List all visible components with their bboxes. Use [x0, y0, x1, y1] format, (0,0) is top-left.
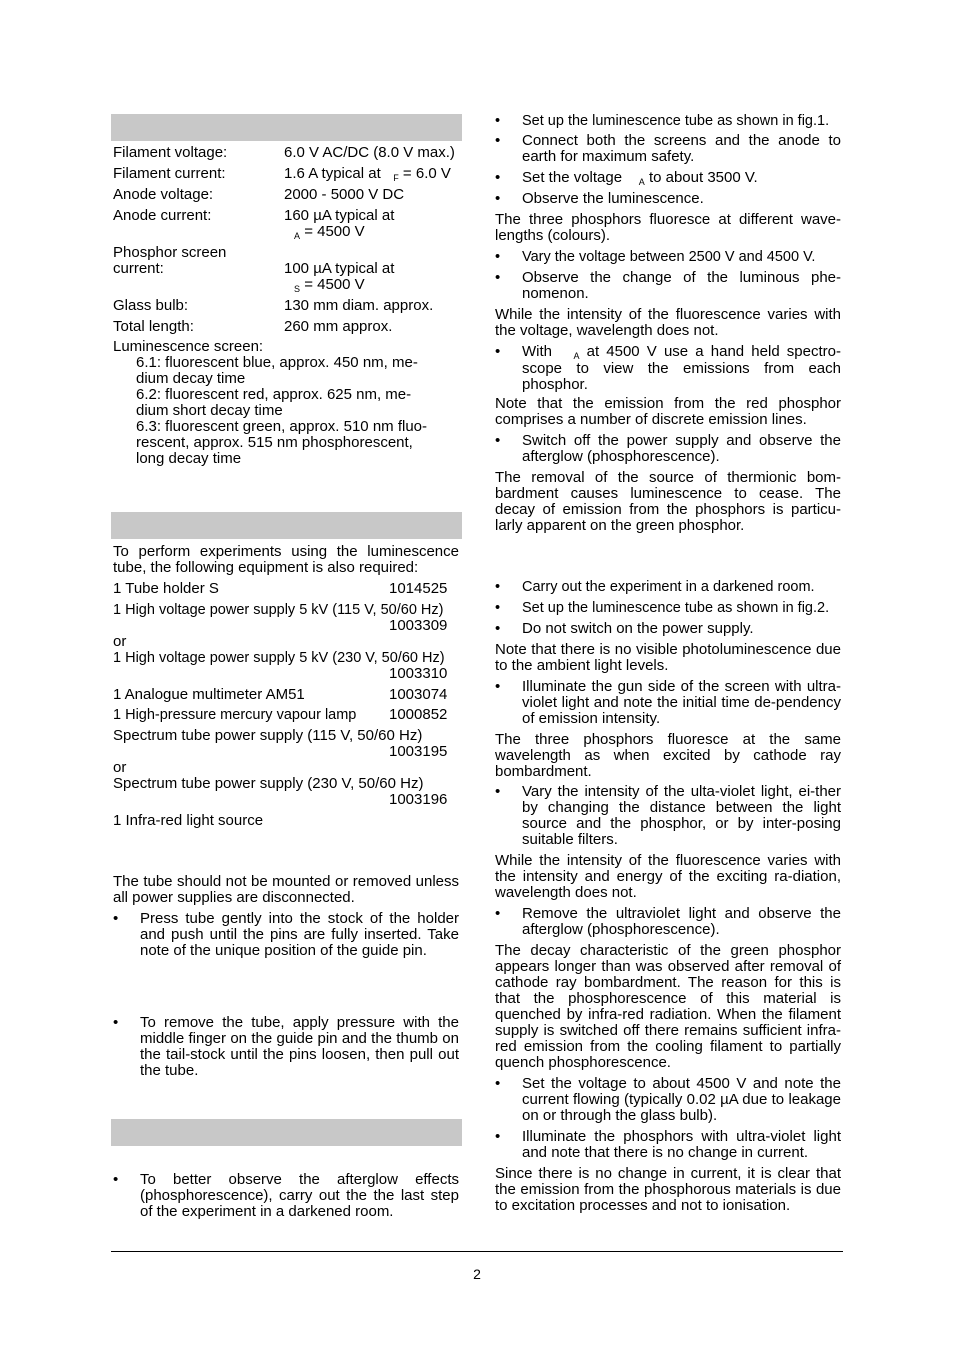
bullet-icon: • — [495, 905, 501, 922]
list-item: • Remove the ultraviolet light and observe the afterglow (phosphorescence). — [495, 905, 841, 938]
list-item: or — [113, 759, 127, 776]
spec-value: 260 mm approx. — [284, 318, 393, 335]
bullet-icon: • — [113, 910, 119, 927]
list-item: or — [113, 633, 127, 650]
list-item: • Illuminate the gun side of the screen with ultra-violet light and note the initial time de-pendency of emission intensity. — [495, 678, 841, 727]
list-item: 1 High-pressure mercury vapour lamp — [113, 707, 357, 723]
bullet-icon: • — [495, 678, 501, 695]
bullet-icon: • — [113, 1014, 119, 1031]
item-code: 1003309 — [389, 617, 448, 634]
spec-value: 2000 - 5000 V DC — [284, 186, 405, 203]
paragraph: The three phosphors fluoresce at different wave-lengths (colours). — [495, 211, 841, 244]
mounting-warning: The tube should not be mounted or removed unless all power supplies are disconnected. — [113, 873, 459, 906]
spec-label: Total length: — [113, 318, 194, 335]
list-item: • To better observe the afterglow effects (phosphorescence), carry out the the last step of the experiment in a darkened room. — [113, 1171, 459, 1220]
bullet-icon: • — [495, 600, 501, 616]
spec-value: 1.6 A typical at $_F$ = 6.0 V — [284, 165, 451, 183]
paragraph: Since there is no change in current, it is clear that the emission from the phosphorous materials is due to excitation processes and not to ionisation. — [495, 1165, 841, 1214]
paragraph: Note that the emission from the red phosphor comprises a number of discrete emission lines. — [495, 395, 841, 428]
list-item: Spectrum tube power supply (230 V, 50/60 Hz) — [113, 775, 424, 792]
list-item: • Set the voltage $_A$ to about 3500 V. — [495, 169, 758, 187]
item-code: 1003195 — [389, 743, 448, 760]
bullet-icon: • — [495, 1075, 501, 1092]
item-code: 1003074 — [389, 686, 448, 703]
list-item: 1 Infra-red light source — [113, 812, 264, 829]
equipment-intro: To perform experiments using the luminescence tube, the following equipment is also required: — [113, 543, 459, 576]
spec-value: 160 µA typical at $_A$ = 4500 V — [284, 207, 395, 241]
page-number: 2 — [473, 1266, 481, 1282]
bullet-icon: • — [495, 432, 501, 449]
bullet-icon: • — [495, 1128, 501, 1145]
screen-list: 6.1: fluorescent blue, approx. 450 nm, me- dium decay time 6.2: fluorescent red, approx. 625 nm, me- dium short decay time 6.3: fluorescent green, approx. 510 nm fluo- rescent, approx. 515 nm phosphorescent, long decay time — [136, 354, 428, 467]
item-code: 1000852 — [389, 706, 448, 723]
paragraph: The decay characteristic of the green phosphor appears longer than was observed after removal of cathode ray bombardment. The reason for this is that the phosphorescence of this material is quenched by infra-red radiation. When the filament supply is switched off there remains sufficient infra-red emission from the cooling filament to partially quench phosphorescence. — [495, 942, 841, 1071]
spec-label: Anode current: — [113, 207, 212, 224]
list-item: • Illuminate the phosphors with ultra-violet light and note that there is no change in current. — [495, 1128, 841, 1161]
footer-divider — [111, 1251, 843, 1252]
spec-label: Glass bulb: — [113, 297, 189, 314]
bullet-icon: • — [495, 190, 501, 207]
list-item: 1 High voltage power supply 5 kV (230 V, 50/60 Hz) — [113, 650, 445, 666]
bullet-icon: • — [495, 343, 501, 360]
spec-label: Anode voltage: — [113, 186, 214, 203]
spec-value: 130 mm diam. approx. — [284, 297, 434, 314]
list-item: • Press tube gently into the stock of the holder and push until the pins are fully inserted. Take note of the unique position of the guide pin. — [113, 910, 459, 959]
list-item: • Do not switch on the power supply. — [495, 620, 754, 637]
list-item: • Observe the luminescence. — [495, 190, 704, 207]
list-item: • To remove the tube, apply pressure with the middle finger on the guide pin and the thumb on the tail-stock until the pins loosen, then pull out the tube. — [113, 1014, 459, 1079]
paragraph: Note that there is no visible photoluminescence due to the ambient light levels. — [495, 641, 841, 674]
bullet-icon: • — [495, 249, 501, 265]
paragraph: While the intensity of the fluorescence varies with the voltage, wavelength does not. — [495, 306, 841, 339]
list-item: • Switch off the power supply and observe the afterglow (phosphorescence). — [495, 432, 841, 465]
bullet-icon: • — [495, 169, 501, 186]
list-item: • Vary the intensity of the ulta-violet light, ei-ther by changing the distance between the light source and the phosphor, or by inter-posing suitable filters. — [495, 783, 841, 848]
list-item: • Carry out the experiment in a darkened room. — [495, 579, 815, 595]
item-code: 1003310 — [389, 665, 448, 682]
list-item: 1 Analogue multimeter AM51 — [113, 686, 305, 703]
list-item: • Set up the luminescence tube as shown in fig.1. — [495, 113, 830, 129]
section-bar-general — [111, 1119, 462, 1146]
bullet-icon: • — [113, 1171, 119, 1188]
item-code: 1003196 — [389, 791, 448, 808]
spec-value: 100 µA typical at $_S$ = 4500 V — [284, 260, 395, 294]
paragraph: The three phosphors fluoresce at the same wavelength as when excited by cathode ray bombardment. — [495, 731, 841, 780]
item-code: 1014525 — [389, 580, 448, 597]
paragraph: The removal of the source of thermionic bom-bardment causes luminescence to cease. The decay of emission from the phosphors is particu-larly apparent on the green phosphor. — [495, 469, 841, 534]
list-item: • Observe the change of the luminous phe-nomenon. — [495, 269, 841, 302]
spec-label: Luminescence screen: — [113, 338, 264, 355]
bullet-icon: • — [495, 579, 501, 595]
bullet-icon: • — [495, 620, 501, 637]
list-item: • Vary the voltage between 2500 V and 4500 V. — [495, 249, 816, 265]
list-item: • Set up the luminescence tube as shown in fig.2. — [495, 600, 830, 616]
list-item: Spectrum tube power supply (115 V, 50/60 Hz) — [113, 727, 423, 744]
spec-label: Filament current: — [113, 165, 226, 182]
list-item: 1 Tube holder S — [113, 580, 219, 597]
list-item: • Set the voltage to about 4500 V and note the current flowing (typically 0.02 µA due to leakage on or through the glass bulb). — [495, 1075, 841, 1124]
list-item: 1 High voltage power supply 5 kV (115 V, 50/60 Hz) — [113, 602, 444, 618]
bullet-icon: • — [495, 113, 501, 129]
spec-label: Filament voltage: — [113, 144, 228, 161]
spec-value: 6.0 V AC/DC (8.0 V max.) — [284, 144, 455, 161]
paragraph: While the intensity of the fluorescence varies with the intensity and energy of the exciting ra-diation, wavelength does not. — [495, 852, 841, 901]
list-item: • With $_A$ at 4500 V use a hand held spectro-scope to view the emissions from each phosphor. — [495, 343, 841, 393]
bullet-icon: • — [495, 269, 501, 286]
section-bar-technical-data — [111, 114, 462, 141]
bullet-icon: • — [495, 132, 501, 149]
list-item: • Connect both the screens and the anode to earth for maximum safety. — [495, 132, 841, 165]
section-bar-equipment — [111, 512, 462, 539]
bullet-icon: • — [495, 783, 501, 800]
spec-label: Phosphor screen current: — [113, 244, 227, 277]
